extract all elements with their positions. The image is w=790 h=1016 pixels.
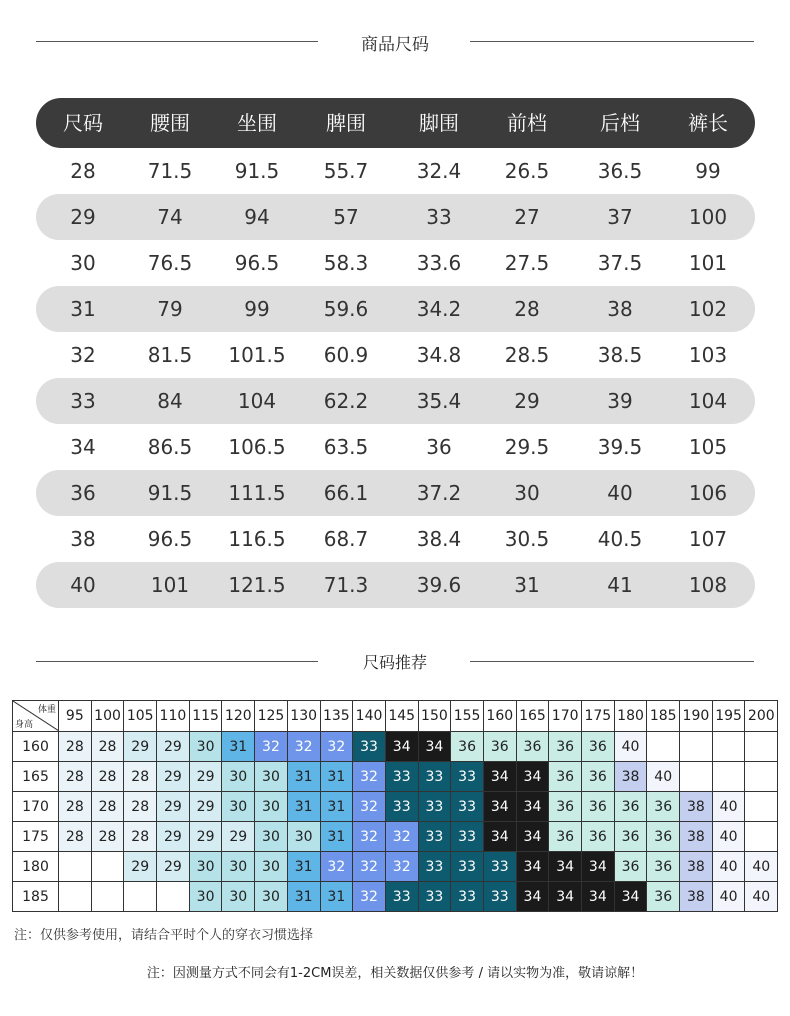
weight-header-cell: 95 xyxy=(59,701,92,732)
recommended-size-cell: 36 xyxy=(582,822,615,852)
size-cell: 29 xyxy=(70,205,96,229)
size-cell: 111.5 xyxy=(228,481,286,505)
weight-header-cell: 100 xyxy=(91,701,124,732)
size-cell: 105 xyxy=(688,435,728,459)
recommended-size-cell: 36 xyxy=(614,852,647,882)
size-cell: 99 xyxy=(244,297,270,321)
size-cell: 96.5 xyxy=(234,251,280,275)
recommended-size-cell: 33 xyxy=(353,732,386,762)
size-row xyxy=(36,194,755,240)
recommended-size-cell: 40 xyxy=(712,792,745,822)
recommended-size-cell: 31 xyxy=(287,852,320,882)
size-cell: 37.5 xyxy=(597,251,643,275)
recommended-size-cell: 38 xyxy=(680,882,713,912)
recommended-size-cell: 32 xyxy=(320,852,353,882)
recommended-size-cell: 33 xyxy=(385,882,418,912)
recommended-size-cell: 30 xyxy=(222,882,255,912)
size-cell: 31 xyxy=(514,573,540,597)
recommended-size-cell xyxy=(745,792,778,822)
size-cell: 121.5 xyxy=(228,573,286,597)
recommended-size-cell xyxy=(59,852,92,882)
recommended-size-cell xyxy=(647,732,680,762)
size-cell: 116.5 xyxy=(228,527,286,551)
recommended-size-cell: 34 xyxy=(516,882,549,912)
height-label-cell: 175 xyxy=(13,822,59,852)
size-cell: 81.5 xyxy=(147,343,193,367)
height-row xyxy=(13,732,778,762)
size-cell: 101 xyxy=(150,573,190,597)
size-cell: 41 xyxy=(607,573,633,597)
recommended-size-cell: 33 xyxy=(451,822,484,852)
size-header-cell: 脚围 xyxy=(419,111,459,135)
height-label-cell: 180 xyxy=(13,852,59,882)
size-cell: 33 xyxy=(426,205,452,229)
size-cell: 40.5 xyxy=(597,527,643,551)
recommend-note: 注：仅供参考使用，请结合平时个人的穿衣习惯选择 xyxy=(14,928,314,943)
recommended-size-cell: 34 xyxy=(614,882,647,912)
size-section-title xyxy=(0,30,790,54)
recommended-size-cell: 33 xyxy=(451,792,484,822)
size-cell: 104 xyxy=(237,389,277,413)
size-cell: 107 xyxy=(688,527,728,551)
size-cell: 38 xyxy=(70,527,96,551)
weight-header-cell: 180 xyxy=(614,701,647,732)
size-cell: 38.5 xyxy=(597,343,643,367)
size-cell: 38.4 xyxy=(416,527,462,551)
size-cell: 32 xyxy=(70,343,96,367)
recommended-size-cell: 33 xyxy=(418,792,451,822)
weight-header-cell: 190 xyxy=(680,701,713,732)
recommended-size-cell: 30 xyxy=(189,882,222,912)
recommended-size-cell xyxy=(680,732,713,762)
size-cell: 30.5 xyxy=(504,527,550,551)
recommended-size-cell: 28 xyxy=(59,732,92,762)
recommended-size-cell: 30 xyxy=(287,822,320,852)
weight-header-cell: 120 xyxy=(222,701,255,732)
recommended-size-cell: 33 xyxy=(418,852,451,882)
recommended-size-cell: 32 xyxy=(353,852,386,882)
size-cell: 39 xyxy=(607,389,633,413)
size-cell: 94 xyxy=(244,205,270,229)
size-cell: 27 xyxy=(514,205,540,229)
height-label-cell: 160 xyxy=(13,732,59,762)
recommended-size-cell: 28 xyxy=(124,762,157,792)
height-label-cell: 185 xyxy=(13,882,59,912)
recommended-size-cell: 28 xyxy=(91,822,124,852)
recommended-size-cell: 36 xyxy=(614,822,647,852)
recommended-size-cell: 34 xyxy=(549,852,582,882)
recommended-size-cell: 36 xyxy=(647,882,680,912)
recommended-size-cell: 32 xyxy=(287,732,320,762)
size-cell: 71.3 xyxy=(323,573,369,597)
recommended-size-cell: 33 xyxy=(451,882,484,912)
weight-header-cell: 170 xyxy=(549,701,582,732)
size-cell: 76.5 xyxy=(147,251,193,275)
recommended-size-cell: 33 xyxy=(483,882,516,912)
weight-header-cell: 105 xyxy=(124,701,157,732)
size-cell: 26.5 xyxy=(504,159,550,183)
height-row xyxy=(13,852,778,882)
recommended-size-cell: 34 xyxy=(483,822,516,852)
recommended-size-cell: 33 xyxy=(418,762,451,792)
recommended-size-cell xyxy=(91,882,124,912)
recommended-size-cell: 30 xyxy=(255,852,288,882)
size-cell: 91.5 xyxy=(234,159,280,183)
size-header-cell: 前档 xyxy=(507,111,547,135)
weight-header-cell: 145 xyxy=(385,701,418,732)
recommended-size-cell: 34 xyxy=(483,762,516,792)
size-cell: 104 xyxy=(688,389,728,413)
height-row xyxy=(13,792,778,822)
recommended-size-cell: 40 xyxy=(745,882,778,912)
recommended-size-cell: 29 xyxy=(189,792,222,822)
recommended-size-cell: 33 xyxy=(483,852,516,882)
size-cell: 96.5 xyxy=(147,527,193,551)
title-divider-right xyxy=(470,41,754,42)
size-cell: 86.5 xyxy=(147,435,193,459)
recommended-size-cell: 28 xyxy=(59,792,92,822)
recommended-size-cell: 33 xyxy=(385,762,418,792)
recommended-size-cell: 32 xyxy=(353,762,386,792)
size-cell: 39.6 xyxy=(416,573,462,597)
recommended-size-cell: 36 xyxy=(582,732,615,762)
recommended-size-cell: 36 xyxy=(647,792,680,822)
height-row xyxy=(13,882,778,912)
recommended-size-cell: 38 xyxy=(680,822,713,852)
weight-header-cell: 125 xyxy=(255,701,288,732)
recommended-size-cell: 36 xyxy=(549,732,582,762)
weight-header-cell: 160 xyxy=(483,701,516,732)
size-cell: 101.5 xyxy=(228,343,286,367)
size-cell: 36 xyxy=(70,481,96,505)
recommended-size-cell: 33 xyxy=(418,822,451,852)
weight-header-cell: 130 xyxy=(287,701,320,732)
recommended-size-cell: 28 xyxy=(59,822,92,852)
recommended-size-cell: 40 xyxy=(712,822,745,852)
size-cell: 30 xyxy=(70,251,96,275)
recommended-size-cell: 36 xyxy=(647,852,680,882)
size-header-cell: 后档 xyxy=(600,111,640,135)
recommended-size-cell xyxy=(59,882,92,912)
title-divider-right xyxy=(470,661,754,662)
measurement-disclaimer: 注：因测量方式不同会有1-2CM误差，相关数据仅供参考 / 请以实物为准，敬请谅解！ xyxy=(146,966,644,981)
weight-header-cell: 110 xyxy=(157,701,190,732)
size-cell: 101 xyxy=(688,251,728,275)
size-recommendation-table xyxy=(12,700,778,912)
recommended-size-cell: 34 xyxy=(582,882,615,912)
recommended-size-cell: 31 xyxy=(222,732,255,762)
recommended-size-cell: 29 xyxy=(157,792,190,822)
recommended-size-cell xyxy=(91,852,124,882)
size-row xyxy=(36,562,755,608)
recommended-size-cell: 40 xyxy=(712,852,745,882)
size-cell: 71.5 xyxy=(147,159,193,183)
recommended-size-cell: 30 xyxy=(255,792,288,822)
size-header-cell: 脾围 xyxy=(326,111,366,135)
recommended-size-cell: 29 xyxy=(189,762,222,792)
size-row xyxy=(36,148,755,194)
recommended-size-cell: 29 xyxy=(157,852,190,882)
recommended-size-cell: 30 xyxy=(255,822,288,852)
size-cell: 60.9 xyxy=(323,343,369,367)
size-cell: 100 xyxy=(688,205,728,229)
size-header-cell: 坐围 xyxy=(237,111,277,135)
size-cell: 28 xyxy=(514,297,540,321)
size-cell: 66.1 xyxy=(323,481,369,505)
recommended-size-cell: 34 xyxy=(516,762,549,792)
size-header-cell: 尺码 xyxy=(63,111,103,135)
weight-header-cell: 135 xyxy=(320,701,353,732)
recommended-size-cell: 31 xyxy=(287,792,320,822)
recommended-size-cell: 28 xyxy=(91,762,124,792)
size-cell: 103 xyxy=(688,343,728,367)
recommended-size-cell: 31 xyxy=(287,762,320,792)
recommend-section-title xyxy=(0,650,790,674)
size-row xyxy=(36,516,755,562)
recommended-size-cell: 32 xyxy=(353,882,386,912)
recommended-size-cell xyxy=(157,882,190,912)
recommended-size-cell: 32 xyxy=(353,792,386,822)
size-cell: 84 xyxy=(157,389,183,413)
size-cell: 39.5 xyxy=(597,435,643,459)
recommended-size-cell: 28 xyxy=(124,792,157,822)
recommended-size-cell: 30 xyxy=(222,852,255,882)
corner-weight-label: 体重 xyxy=(37,705,56,715)
recommended-size-cell: 28 xyxy=(91,732,124,762)
size-cell: 36.5 xyxy=(597,159,643,183)
recommended-size-cell: 32 xyxy=(320,732,353,762)
size-cell: 33 xyxy=(70,389,96,413)
size-cell: 34.2 xyxy=(416,297,462,321)
recommended-size-cell: 34 xyxy=(516,792,549,822)
weight-header-cell: 115 xyxy=(189,701,222,732)
size-cell: 74 xyxy=(157,205,183,229)
size-cell: 99 xyxy=(695,159,721,183)
size-cell: 62.2 xyxy=(323,389,369,413)
recommended-size-cell: 29 xyxy=(157,762,190,792)
size-header-cell: 腰围 xyxy=(150,111,190,135)
height-label-cell: 165 xyxy=(13,762,59,792)
recommended-size-cell xyxy=(680,762,713,792)
recommended-size-cell: 31 xyxy=(320,762,353,792)
recommended-size-cell: 36 xyxy=(582,792,615,822)
size-cell: 63.5 xyxy=(323,435,369,459)
recommended-size-cell: 38 xyxy=(680,792,713,822)
recommended-size-cell: 33 xyxy=(385,792,418,822)
size-row xyxy=(36,424,755,470)
weight-header-row xyxy=(13,701,778,732)
size-cell: 37 xyxy=(607,205,633,229)
recommended-size-cell: 30 xyxy=(222,792,255,822)
size-cell: 91.5 xyxy=(147,481,193,505)
recommended-size-cell: 40 xyxy=(712,882,745,912)
size-cell: 55.7 xyxy=(323,159,369,183)
height-label-cell: 170 xyxy=(13,792,59,822)
size-cell: 31 xyxy=(70,297,96,321)
weight-header-cell: 165 xyxy=(516,701,549,732)
size-cell: 108 xyxy=(688,573,728,597)
recommended-size-cell: 29 xyxy=(157,822,190,852)
corner-cell xyxy=(13,701,59,732)
size-cell: 79 xyxy=(157,297,183,321)
recommended-size-cell: 36 xyxy=(549,792,582,822)
recommended-size-cell: 40 xyxy=(614,732,647,762)
size-cell: 32.4 xyxy=(416,159,462,183)
recommended-size-cell: 36 xyxy=(549,822,582,852)
size-row xyxy=(36,286,755,332)
recommended-size-cell xyxy=(745,822,778,852)
recommended-size-cell: 32 xyxy=(385,822,418,852)
size-cell: 59.6 xyxy=(323,297,369,321)
recommended-size-cell: 34 xyxy=(549,882,582,912)
recommended-size-cell: 34 xyxy=(516,852,549,882)
size-cell: 68.7 xyxy=(323,527,369,551)
recommended-size-cell: 40 xyxy=(647,762,680,792)
recommended-size-cell: 34 xyxy=(516,822,549,852)
recommended-size-cell xyxy=(712,732,745,762)
recommended-size-cell: 29 xyxy=(124,852,157,882)
recommended-size-cell: 40 xyxy=(745,852,778,882)
recommended-size-cell: 36 xyxy=(451,732,484,762)
size-cell: 37.2 xyxy=(416,481,462,505)
size-row xyxy=(36,240,755,286)
size-header-cell: 裤长 xyxy=(688,111,728,135)
size-cell: 40 xyxy=(70,573,96,597)
size-cell: 27.5 xyxy=(504,251,550,275)
recommended-size-cell: 38 xyxy=(614,762,647,792)
size-cell: 29 xyxy=(514,389,540,413)
size-cell: 38 xyxy=(607,297,633,321)
recommended-size-cell: 30 xyxy=(189,852,222,882)
size-row xyxy=(36,378,755,424)
size-cell: 28 xyxy=(70,159,96,183)
recommended-size-cell: 28 xyxy=(91,792,124,822)
recommended-size-cell: 30 xyxy=(189,732,222,762)
corner-height-label: 身高 xyxy=(15,720,34,730)
recommended-size-cell: 31 xyxy=(320,882,353,912)
recommended-size-cell: 29 xyxy=(124,732,157,762)
recommended-size-cell: 31 xyxy=(320,792,353,822)
size-cell: 102 xyxy=(688,297,728,321)
size-cell: 30 xyxy=(514,481,540,505)
recommended-size-cell: 36 xyxy=(549,762,582,792)
weight-header-cell: 155 xyxy=(451,701,484,732)
size-cell: 35.4 xyxy=(416,389,462,413)
recommended-size-cell: 34 xyxy=(385,732,418,762)
size-cell: 40 xyxy=(607,481,633,505)
size-cell: 28.5 xyxy=(504,343,550,367)
size-cell: 33.6 xyxy=(416,251,462,275)
recommended-size-cell: 29 xyxy=(157,732,190,762)
recommended-size-cell: 36 xyxy=(516,732,549,762)
weight-header-cell: 200 xyxy=(745,701,778,732)
recommended-size-cell: 36 xyxy=(647,822,680,852)
weight-header-cell: 185 xyxy=(647,701,680,732)
recommend-section-title-text: 尺码推荐 xyxy=(362,653,427,672)
recommended-size-cell xyxy=(712,762,745,792)
weight-header-cell: 175 xyxy=(582,701,615,732)
size-section-title-text: 商品尺码 xyxy=(361,35,429,55)
recommended-size-cell: 31 xyxy=(320,822,353,852)
recommended-size-cell: 36 xyxy=(483,732,516,762)
weight-header-cell: 195 xyxy=(712,701,745,732)
recommended-size-cell: 30 xyxy=(255,882,288,912)
size-cell: 29.5 xyxy=(504,435,550,459)
height-row xyxy=(13,822,778,852)
weight-header-cell: 150 xyxy=(418,701,451,732)
recommended-size-cell: 33 xyxy=(418,882,451,912)
recommended-size-cell: 29 xyxy=(189,822,222,852)
recommended-size-cell xyxy=(745,732,778,762)
weight-header-cell: 140 xyxy=(353,701,386,732)
recommended-size-cell xyxy=(745,762,778,792)
recommended-size-cell: 30 xyxy=(222,762,255,792)
size-cell: 36 xyxy=(426,435,452,459)
recommended-size-cell: 33 xyxy=(451,762,484,792)
recommended-size-cell: 34 xyxy=(483,792,516,822)
recommended-size-cell: 29 xyxy=(222,822,255,852)
recommended-size-cell: 28 xyxy=(59,762,92,792)
size-cell: 34.8 xyxy=(416,343,462,367)
size-cell: 57 xyxy=(333,205,359,229)
size-cell: 58.3 xyxy=(323,251,369,275)
size-cell: 106 xyxy=(688,481,728,505)
recommended-size-cell: 34 xyxy=(582,852,615,882)
size-row xyxy=(36,332,755,378)
recommended-size-cell: 31 xyxy=(287,882,320,912)
recommended-size-cell: 36 xyxy=(582,762,615,792)
recommended-size-cell: 32 xyxy=(353,822,386,852)
recommended-size-cell: 34 xyxy=(418,732,451,762)
recommended-size-cell: 33 xyxy=(451,852,484,882)
recommended-size-cell: 32 xyxy=(255,732,288,762)
recommended-size-cell: 38 xyxy=(680,852,713,882)
recommended-size-cell: 36 xyxy=(614,792,647,822)
height-row xyxy=(13,762,778,792)
size-cell: 34 xyxy=(70,435,96,459)
size-table-header xyxy=(36,98,755,148)
size-row xyxy=(36,470,755,516)
recommended-size-cell: 32 xyxy=(385,852,418,882)
size-cell: 106.5 xyxy=(228,435,286,459)
recommended-size-cell: 30 xyxy=(255,762,288,792)
recommended-size-cell xyxy=(124,882,157,912)
recommended-size-cell: 28 xyxy=(124,822,157,852)
